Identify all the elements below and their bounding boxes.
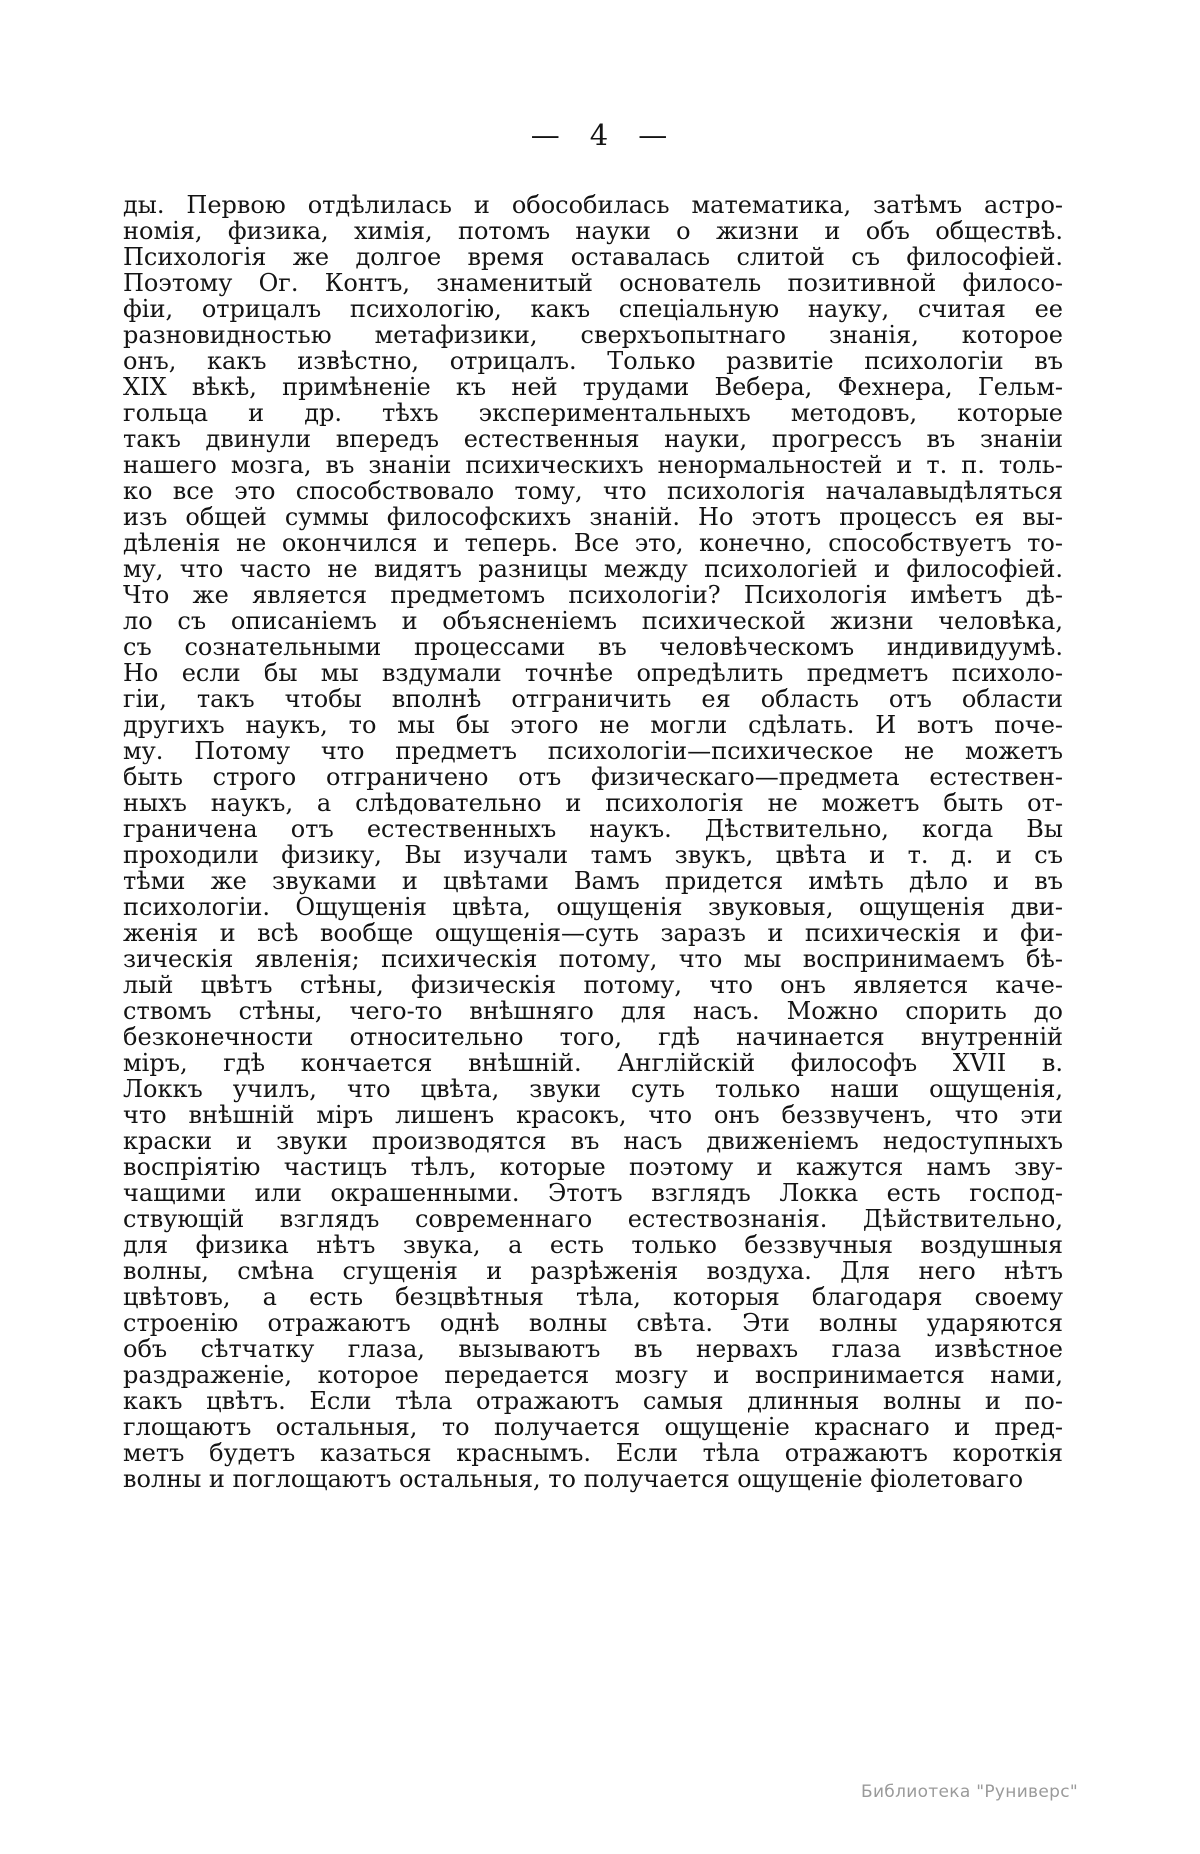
text-line: метъ будетъ казаться краснымъ. Если тѣла отражаютъ короткія: [123, 1439, 1063, 1467]
library-watermark: Библиотека "Руниверс": [861, 1782, 1078, 1802]
text-line: воспріятію частицъ тѣлъ, которые поэтому и кажутся намъ зву-: [123, 1153, 1063, 1181]
text-line: ды. Первою отдѣлилась и обособилась математика, затѣмъ астро-: [123, 191, 1063, 219]
text-line: ствующій взглядъ современнаго естествознанія. Дѣйствительно,: [123, 1205, 1063, 1233]
text-line: номія, физика, химія, потомъ науки о жизни и объ обществѣ.: [123, 217, 1063, 245]
text-line: ло съ описаніемъ и объясненіемъ психической жизни человѣка,: [123, 607, 1063, 635]
text-line: ко все это способствовало тому, что психологія началавыдѣляться: [123, 477, 1063, 505]
text-line: волны и поглощаютъ остальныя, то получается ощущеніе фіолетоваго: [123, 1465, 1024, 1493]
text-line: раздраженіе, которое передается мозгу и воспринимается нами,: [123, 1361, 1063, 1389]
text-line: гіи, такъ чтобы вполнѣ отграничить ея область отъ области: [123, 685, 1063, 713]
text-line: граничена отъ естественныхъ наукъ. Дѣствительно, когда Вы: [123, 815, 1063, 843]
text-line: дѣленія не окончился и теперь. Все это, конечно, способствуетъ то-: [123, 529, 1063, 557]
text-line: нашего мозга, въ знаніи психическихъ ненормальностей и т. п. толь-: [123, 451, 1063, 479]
text-line: разновидностью метафизики, сверхъопытнаго знанія, которое: [123, 321, 1063, 349]
text-line: Что же является предметомъ психологіи? Психологія имѣетъ дѣ-: [123, 581, 1063, 609]
text-line: такъ двинули впередъ естественныя науки, прогрессъ въ знаніи: [123, 425, 1063, 453]
text-line: для физика нѣтъ звука, а есть только беззвучныя воздушныя: [123, 1231, 1063, 1259]
text-line: Локкъ училъ, что цвѣта, звуки суть только наши ощущенія,: [123, 1075, 1063, 1103]
text-line: съ сознательными процессами въ человѣческомъ индивидуумѣ.: [123, 633, 1063, 661]
body-text: [123, 192, 1063, 1492]
text-line: зическія явленія; психическія потому, что мы воспринимаемъ бѣ-: [123, 945, 1063, 973]
text-line: му. Потому что предметъ психологіи—психическое не можетъ: [123, 737, 1063, 765]
text-line: онъ, какъ извѣстно, отрицалъ. Только развитіе психологіи въ: [123, 347, 1063, 375]
page-number-value: 4: [589, 118, 611, 152]
text-line: ствомъ стѣны, чего-то внѣшняго для насъ. Можно спорить до: [123, 997, 1063, 1025]
text-line: женія и всѣ вообще ощущенія—суть заразъ и психическія и фи-: [123, 919, 1063, 947]
text-line: гольца и др. тѣхъ экспериментальныхъ методовъ, которые: [123, 399, 1063, 427]
text-line: цвѣтовъ, а есть безцвѣтныя тѣла, которыя благодаря своему: [123, 1283, 1063, 1311]
text-line: фіи, отрицалъ психологію, какъ спеціальную науку, считая ее: [123, 295, 1063, 323]
text-line: объ сѣтчатку глаза, вызываютъ въ нервахъ глаза извѣстное: [123, 1335, 1063, 1363]
text-line: что внѣшній міръ лишенъ красокъ, что онъ беззвученъ, что эти: [123, 1101, 1063, 1129]
page-number: [0, 118, 1200, 152]
text-line: психологіи. Ощущенія цвѣта, ощущенія звуковыя, ощущенія дви-: [123, 893, 1063, 921]
text-line: быть строго отграничено отъ физическаго—предмета естествен-: [123, 763, 1063, 791]
text-line: му, что часто не видятъ разницы между психологіей и философіей.: [123, 555, 1063, 583]
text-line: XIX вѣкѣ, примѣненіе къ ней трудами Вебера, Фехнера, Гельм-: [123, 373, 1063, 401]
text-line: чащими или окрашенными. Этотъ взглядъ Локка есть господ-: [123, 1179, 1063, 1207]
text-line: Психологія же долгое время оставалась слитой съ философіей.: [123, 243, 1063, 271]
text-line: какъ цвѣтъ. Если тѣла отражаютъ самыя длинныя волны и по-: [123, 1387, 1063, 1415]
text-line: тѣми же звуками и цвѣтами Вамъ придется имѣть дѣло и въ: [123, 867, 1063, 895]
page-number-dash-right: —: [638, 118, 670, 152]
text-line: безконечности относительно того, гдѣ начинается внутренній: [123, 1023, 1063, 1051]
text-line: другихъ наукъ, то мы бы этого не могли сдѣлать. И вотъ поче-: [123, 711, 1063, 739]
text-line: міръ, гдѣ кончается внѣшній. Англійскій философъ XVII в.: [123, 1049, 1063, 1077]
text-line: строенію отражаютъ однѣ волны свѣта. Эти волны ударяются: [123, 1309, 1063, 1337]
text-line: глощаютъ остальныя, то получается ощущеніе краснаго и пред-: [123, 1413, 1063, 1441]
text-line: Поэтому Ог. Контъ, знаменитый основатель позитивной филосо-: [123, 269, 1063, 297]
page-number-dash-left: —: [530, 118, 562, 152]
text-line: ныхъ наукъ, а слѣдовательно и психологія не можетъ быть от-: [123, 789, 1063, 817]
text-line: проходили физику, Вы изучали тамъ звукъ, цвѣта и т. д. и съ: [123, 841, 1063, 869]
text-line: краски и звуки производятся въ насъ движеніемъ недоступныхъ: [123, 1127, 1063, 1155]
text-line: изъ общей суммы философскихъ знаній. Но этотъ процессъ ея вы-: [123, 503, 1063, 531]
text-line: Но если бы мы вздумали точнѣе опредѣлить предметъ психоло-: [123, 659, 1063, 687]
text-line: лый цвѣтъ стѣны, физическія потому, что онъ является каче-: [123, 971, 1063, 999]
text-line: волны, смѣна сгущенія и разрѣженія воздуха. Для него нѣтъ: [123, 1257, 1063, 1285]
